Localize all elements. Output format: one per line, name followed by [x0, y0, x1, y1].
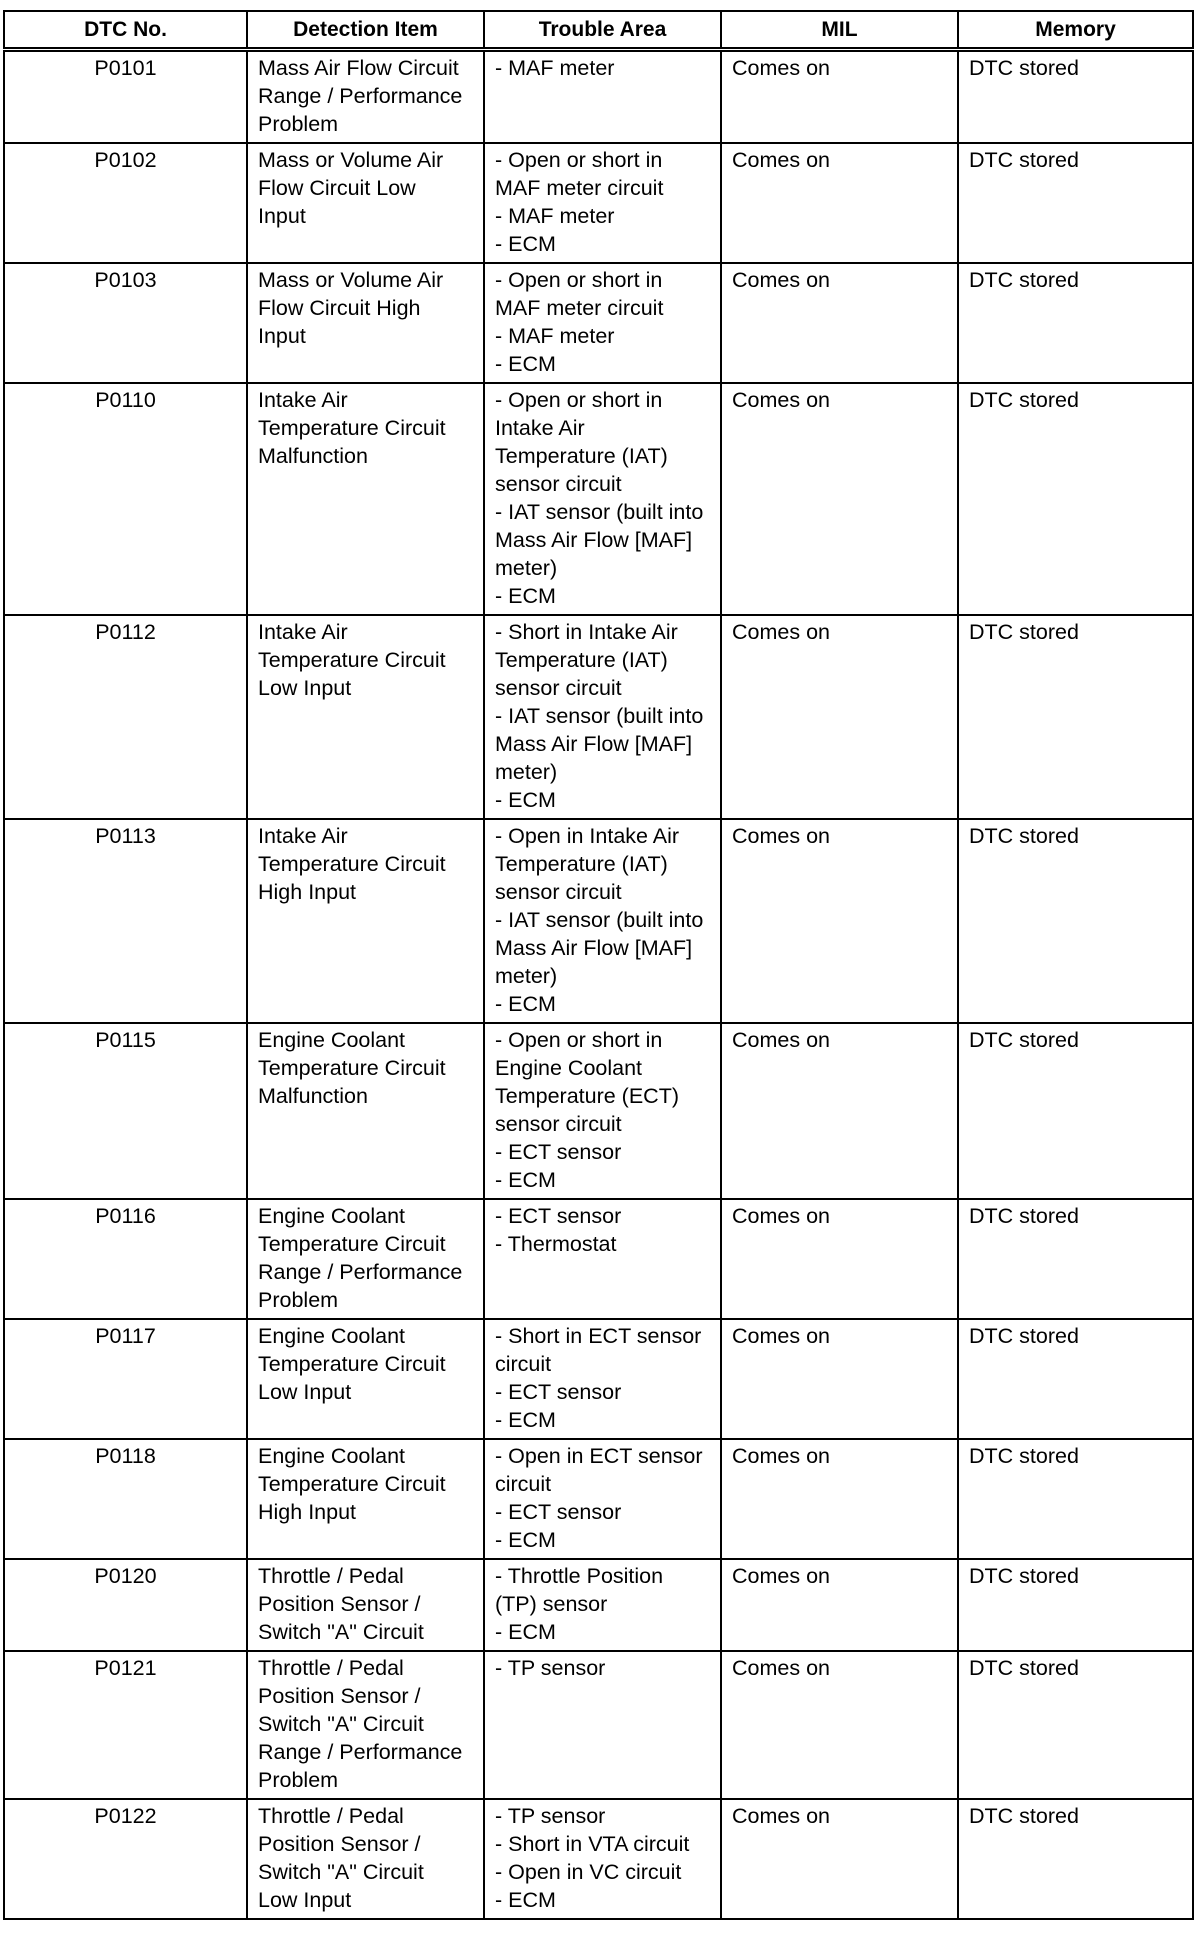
mil-cell: Comes on [721, 819, 958, 1023]
trouble-area-cell: - TP sensor [484, 1651, 721, 1799]
mil-cell: Comes on [721, 263, 958, 383]
detection-item-cell: Mass or Volume Air Flow Circuit High Input [247, 263, 484, 383]
dtc-code-cell: P0118 [4, 1439, 247, 1559]
memory-cell: DTC stored [958, 1199, 1193, 1319]
table-row [4, 819, 1193, 1023]
table-row [4, 1799, 1193, 1919]
mil-cell: Comes on [721, 383, 958, 615]
header-dtc-no: DTC No. [4, 11, 247, 50]
table-row [4, 1319, 1193, 1439]
header-trouble-area: Trouble Area [484, 11, 721, 50]
trouble-area-cell: - Open or short in MAF meter circuit - MAF meter - ECM [484, 143, 721, 263]
dtc-code-cell: P0115 [4, 1023, 247, 1199]
table-row [4, 615, 1193, 819]
mil-cell: Comes on [721, 1439, 958, 1559]
dtc-code-cell: P0122 [4, 1799, 247, 1919]
memory-cell: DTC stored [958, 819, 1193, 1023]
table-row [4, 1651, 1193, 1799]
memory-cell: DTC stored [958, 143, 1193, 263]
table-row [4, 1199, 1193, 1319]
detection-item-cell: Engine Coolant Temperature Circuit Malfunction [247, 1023, 484, 1199]
trouble-area-cell: - ECT sensor - Thermostat [484, 1199, 721, 1319]
table-row [4, 50, 1193, 144]
trouble-area-cell: - Throttle Position (TP) sensor - ECM [484, 1559, 721, 1651]
dtc-code-cell: P0120 [4, 1559, 247, 1651]
memory-cell: DTC stored [958, 1319, 1193, 1439]
memory-cell: DTC stored [958, 615, 1193, 819]
mil-cell: Comes on [721, 1799, 958, 1919]
memory-cell: DTC stored [958, 50, 1193, 144]
trouble-area-cell: - Open in ECT sensor circuit - ECT sensor - ECM [484, 1439, 721, 1559]
detection-item-cell: Intake Air Temperature Circuit Malfunction [247, 383, 484, 615]
header-memory: Memory [958, 11, 1193, 50]
memory-cell: DTC stored [958, 1799, 1193, 1919]
trouble-area-cell: - Open or short in Intake Air Temperature (IAT) sensor circuit - IAT sensor (built into Mass Air Flow [MAF] meter) - ECM [484, 383, 721, 615]
detection-item-cell: Mass or Volume Air Flow Circuit Low Input [247, 143, 484, 263]
mil-cell: Comes on [721, 1023, 958, 1199]
table-row [4, 1439, 1193, 1559]
trouble-area-cell: - Open or short in MAF meter circuit - MAF meter - ECM [484, 263, 721, 383]
header-mil: MIL [721, 11, 958, 50]
memory-cell: DTC stored [958, 1651, 1193, 1799]
header-detection-item: Detection Item [247, 11, 484, 50]
trouble-area-cell: - Open or short in Engine Coolant Temperature (ECT) sensor circuit - ECT sensor - ECM [484, 1023, 721, 1199]
dtc-code-cell: P0116 [4, 1199, 247, 1319]
trouble-area-cell: - Open in Intake Air Temperature (IAT) sensor circuit - IAT sensor (built into Mass Air Flow [MAF] meter) - ECM [484, 819, 721, 1023]
dtc-table [3, 10, 1194, 1920]
mil-cell: Comes on [721, 1559, 958, 1651]
mil-cell: Comes on [721, 1319, 958, 1439]
dtc-code-cell: P0112 [4, 615, 247, 819]
table-row [4, 1559, 1193, 1651]
mil-cell: Comes on [721, 1199, 958, 1319]
detection-item-cell: Engine Coolant Temperature Circuit High Input [247, 1439, 484, 1559]
table-row [4, 143, 1193, 263]
header-row [4, 11, 1193, 50]
dtc-code-cell: P0121 [4, 1651, 247, 1799]
detection-item-cell: Intake Air Temperature Circuit High Input [247, 819, 484, 1023]
table-row [4, 1023, 1193, 1199]
trouble-area-cell: - Short in Intake Air Temperature (IAT) sensor circuit - IAT sensor (built into Mass Air Flow [MAF] meter) - ECM [484, 615, 721, 819]
dtc-code-cell: P0117 [4, 1319, 247, 1439]
dtc-code-cell: P0103 [4, 263, 247, 383]
detection-item-cell: Mass Air Flow Circuit Range / Performance Problem [247, 50, 484, 144]
detection-item-cell: Throttle / Pedal Position Sensor / Switch "A" Circuit [247, 1559, 484, 1651]
trouble-area-cell: - TP sensor - Short in VTA circuit - Open in VC circuit - ECM [484, 1799, 721, 1919]
detection-item-cell: Engine Coolant Temperature Circuit Range / Performance Problem [247, 1199, 484, 1319]
dtc-code-cell: P0101 [4, 50, 247, 144]
trouble-area-cell: - Short in ECT sensor circuit - ECT sensor - ECM [484, 1319, 721, 1439]
table-row [4, 263, 1193, 383]
mil-cell: Comes on [721, 50, 958, 144]
dtc-code-cell: P0113 [4, 819, 247, 1023]
memory-cell: DTC stored [958, 383, 1193, 615]
dtc-code-cell: P0110 [4, 383, 247, 615]
detection-item-cell: Throttle / Pedal Position Sensor / Switch "A" Circuit Low Input [247, 1799, 484, 1919]
table-row [4, 383, 1193, 615]
memory-cell: DTC stored [958, 263, 1193, 383]
trouble-area-cell: - MAF meter [484, 50, 721, 144]
mil-cell: Comes on [721, 143, 958, 263]
memory-cell: DTC stored [958, 1023, 1193, 1199]
mil-cell: Comes on [721, 1651, 958, 1799]
detection-item-cell: Throttle / Pedal Position Sensor / Switch "A" Circuit Range / Performance Problem [247, 1651, 484, 1799]
dtc-code-cell: P0102 [4, 143, 247, 263]
mil-cell: Comes on [721, 615, 958, 819]
detection-item-cell: Intake Air Temperature Circuit Low Input [247, 615, 484, 819]
memory-cell: DTC stored [958, 1559, 1193, 1651]
detection-item-cell: Engine Coolant Temperature Circuit Low Input [247, 1319, 484, 1439]
memory-cell: DTC stored [958, 1439, 1193, 1559]
